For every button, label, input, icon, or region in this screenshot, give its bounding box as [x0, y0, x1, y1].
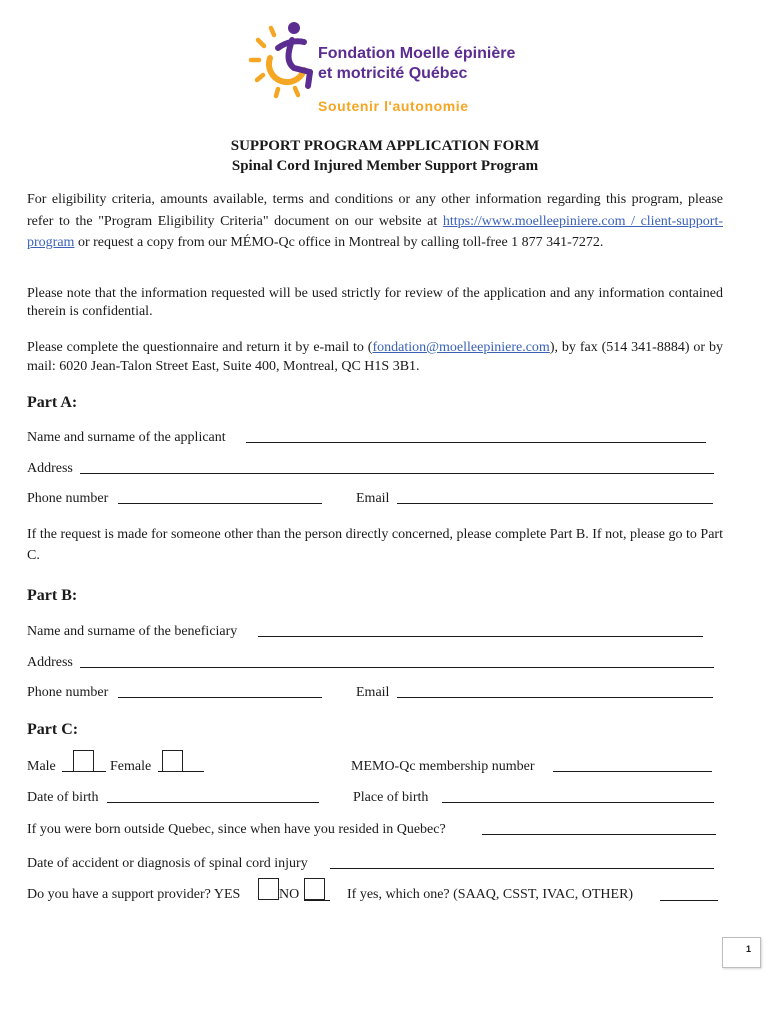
part-c-heading: Part C:	[27, 721, 79, 738]
page-number-box	[722, 937, 761, 968]
logo-name-line1: Fondation Moelle épinière	[318, 45, 516, 62]
applicant-address-label: Address	[27, 461, 73, 476]
support-provider-label: Do you have a support provider? YES	[27, 887, 241, 902]
female-label: Female	[110, 759, 152, 774]
resided-in-quebec-label: If you were born outside Quebec, since when have you resided in Quebec?	[27, 822, 446, 837]
applicant-name-field[interactable]	[246, 442, 706, 443]
page-number: 1	[745, 944, 751, 954]
support-provider-no-checkbox[interactable]	[304, 878, 325, 900]
date-of-birth-field[interactable]	[107, 802, 319, 803]
support-provider-no-label: NO	[279, 887, 300, 902]
membership-number-label: MEMO-Qc membership number	[351, 759, 535, 774]
beneficiary-address-label: Address	[27, 655, 73, 670]
form-title-line2: Spinal Cord Injured Member Support Program	[231, 158, 539, 174]
applicant-email-field[interactable]	[397, 503, 713, 504]
logo-emblem-icon	[248, 20, 323, 100]
intro-paragraph-1: For eligibility criteria, amounts available, terms and conditions or any other information regarding this program, please refer to the "Program Eligibility Criteria" document on our website at https://www.moelleepiniere.com / client-support-program or request a copy from our MÉMO-Qc office in Montreal by calling toll-free 1 877 341-7272.	[27, 192, 723, 250]
foundation-logo	[248, 20, 528, 120]
part-a-note: If the request is made for someone other than the person directly concerned, please complete Part B. If not, please go to Part C.	[27, 527, 723, 563]
beneficiary-name-label: Name and surname of the beneficiary	[27, 624, 238, 639]
applicant-email-label: Email	[356, 491, 390, 506]
female-checkbox[interactable]	[162, 750, 183, 772]
which-provider-field[interactable]	[660, 900, 718, 901]
accident-date-label: Date of accident or diagnosis of spinal cord injury	[27, 856, 308, 871]
email-link[interactable]: fondation@moelleepiniere.com	[372, 340, 550, 355]
intro-paragraph-2: Please note that the information requested will be used strictly for review of the application and any information contained therein is confidential.	[27, 286, 723, 319]
logo-tagline: Soutenir l'autonomie	[318, 98, 469, 114]
form-title	[0, 136, 770, 176]
logo-name-line2: et motricité Québec	[318, 65, 468, 82]
date-of-birth-label: Date of birth	[27, 790, 99, 805]
part-a-heading: Part A:	[27, 394, 78, 411]
beneficiary-name-field[interactable]	[258, 636, 703, 637]
applicant-phone-label: Phone number	[27, 491, 109, 506]
form-title-line1: SUPPORT PROGRAM APPLICATION FORM	[230, 138, 540, 154]
beneficiary-phone-field[interactable]	[118, 697, 322, 698]
program-link[interactable]: https://www.moelleepiniere.com / client-support-program	[27, 213, 723, 250]
beneficiary-email-label: Email	[356, 685, 390, 700]
applicant-address-field[interactable]	[80, 473, 714, 474]
which-provider-label: If yes, which one? (SAAQ, CSST, IVAC, OTHER)	[347, 887, 634, 902]
beneficiary-address-field[interactable]	[80, 667, 714, 668]
part-b-heading: Part B:	[27, 587, 78, 604]
membership-number-field[interactable]	[553, 771, 712, 772]
support-provider-yes-checkbox[interactable]	[258, 878, 279, 900]
support-provider-no-underline	[304, 900, 330, 901]
male-label: Male	[27, 759, 56, 774]
resided-in-quebec-field[interactable]	[482, 834, 716, 835]
intro-paragraph-3: Please complete the questionnaire and return it by e-mail to (fondation@moelleepiniere.com), by fax (514 341-8884) or by mail: 6020 Jean-Talon Street East, Suite 400, Montreal, QC H1S 3B1.	[27, 340, 723, 374]
male-checkbox[interactable]	[73, 750, 94, 772]
beneficiary-phone-label: Phone number	[27, 685, 109, 700]
place-of-birth-field[interactable]	[442, 802, 714, 803]
applicant-phone-field[interactable]	[118, 503, 322, 504]
applicant-name-label: Name and surname of the applicant	[27, 430, 226, 445]
accident-date-field[interactable]	[330, 868, 714, 869]
beneficiary-email-field[interactable]	[397, 697, 713, 698]
place-of-birth-label: Place of birth	[353, 790, 429, 805]
